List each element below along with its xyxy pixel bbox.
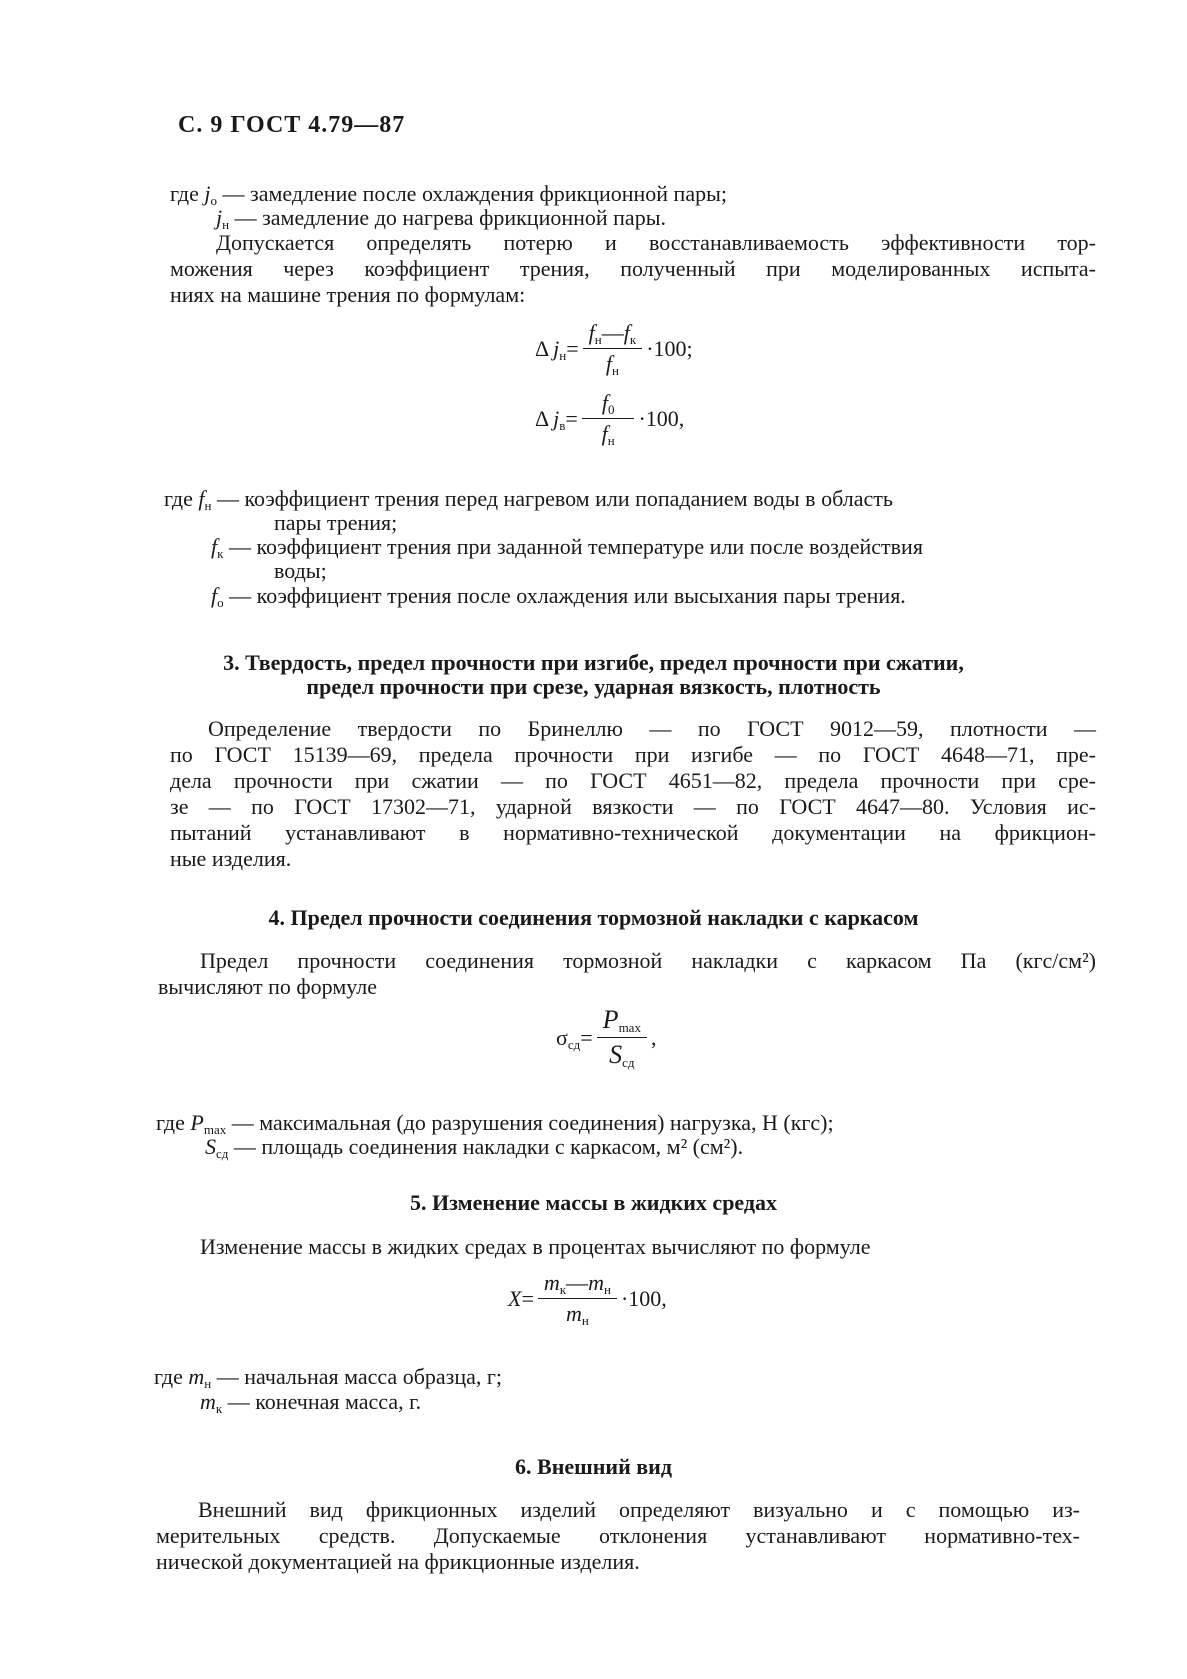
def-pmax: где $P_{max}$ — максимальная (до разрушения соединения) нагрузка, Н (кгс); — [156, 1110, 834, 1137]
section3-line: ные изделия. — [170, 846, 292, 871]
section4-line: Предел прочности соединения тормозной накладки с каркасом Па (кгс/см²) — [200, 948, 1096, 973]
section3-line: дела прочности при сжатии — по ГОСТ 4651—82, предела прочности при сре- — [170, 768, 1096, 793]
section4-heading: 4. Предел прочности соединения тормозной накладки с каркасом — [268, 905, 919, 930]
def-mn: где $m_н$ — начальная масса образца, г; — [154, 1364, 503, 1391]
formula-delta-jn: Δ $j_н=$ $\frac{f_н—f_к}{f_н}$ ·100; — [535, 320, 693, 378]
para-line: ниях на машине трения по формулам: — [170, 282, 526, 307]
def-scd: $S_{сд}$ — площадь соединения накладки с каркасом, м² (см²). — [205, 1134, 744, 1161]
def-f0: $f_о$ — коэффициент трения после охлаждения или высыхания пары трения. — [211, 583, 906, 610]
section6-line: мерительных средств. Допускаемые отклонения устанавливают нормативно-тех- — [156, 1523, 1080, 1548]
formula-delta-jv: Δ $j_в=$ $\frac{f_0}{f_н}$ ·100, — [535, 390, 685, 448]
def-mk: $m_к$ — конечная масса, г. — [200, 1389, 422, 1416]
para-line: Допускается определять потерю и восстанавливаемость эффективности тор- — [216, 230, 1096, 255]
def-fn-cont: пары трения; — [274, 510, 398, 535]
section6-line: нической документацией на фрикционные изделия. — [156, 1549, 640, 1574]
para-line: можения через коэффициент трения, полученный при моделированных испыта- — [170, 256, 1096, 281]
section3-heading: 3. Твердость, предел прочности при изгибе, предел прочности при сжатии, — [223, 650, 964, 675]
def-fk: $f_к$ — коэффициент трения при заданной температуре или после воздействия — [211, 534, 923, 561]
page-header: С. 9 ГОСТ 4.79—87 — [178, 112, 406, 138]
formula-x: X= $\frac{m_к—m_н}{m_н}$ ·100, — [508, 1270, 667, 1328]
section3-line: пытаний устанавливают в нормативно-технической документации на фрикцион- — [170, 820, 1096, 845]
section6-heading: 6. Внешний вид — [515, 1454, 672, 1479]
section6-line: Внешний вид фрикционных изделий определяют визуально и с помощью из- — [198, 1497, 1080, 1522]
formula-sigma: $\sigma_{сд}=$ $\frac{P_{max}}{S_{сд}}$ , — [556, 1005, 657, 1070]
section3-heading: предел прочности при срезе, ударная вязкость, плотность — [306, 674, 881, 699]
section5-line: Изменение массы в жидких средах в процентах вычисляют по формуле — [200, 1234, 871, 1259]
section3-line: Определение твердости по Бринеллю — по ГОСТ 9012—59, плотности — — [208, 716, 1096, 741]
def-j0: где $j_о$ — замедление после охлаждения фрикционной пары; — [170, 181, 727, 208]
section4-line: вычисляют по формуле — [158, 974, 378, 999]
def-fk-cont: воды; — [274, 558, 327, 583]
section3-line: по ГОСТ 15139—69, предела прочности при изгибе — по ГОСТ 4648—71, пре- — [170, 742, 1096, 767]
section3-line: зе — по ГОСТ 17302—71, ударной вязкости — по ГОСТ 4647—80. Условия ис- — [170, 794, 1096, 819]
section5-heading: 5. Изменение массы в жидких средах — [409, 1190, 778, 1215]
def-jn: $j_н$ — замедление до нагрева фрикционной пары. — [216, 205, 666, 232]
def-fn: где $f_н$ — коэффициент трения перед нагревом или попаданием воды в область — [164, 486, 893, 513]
